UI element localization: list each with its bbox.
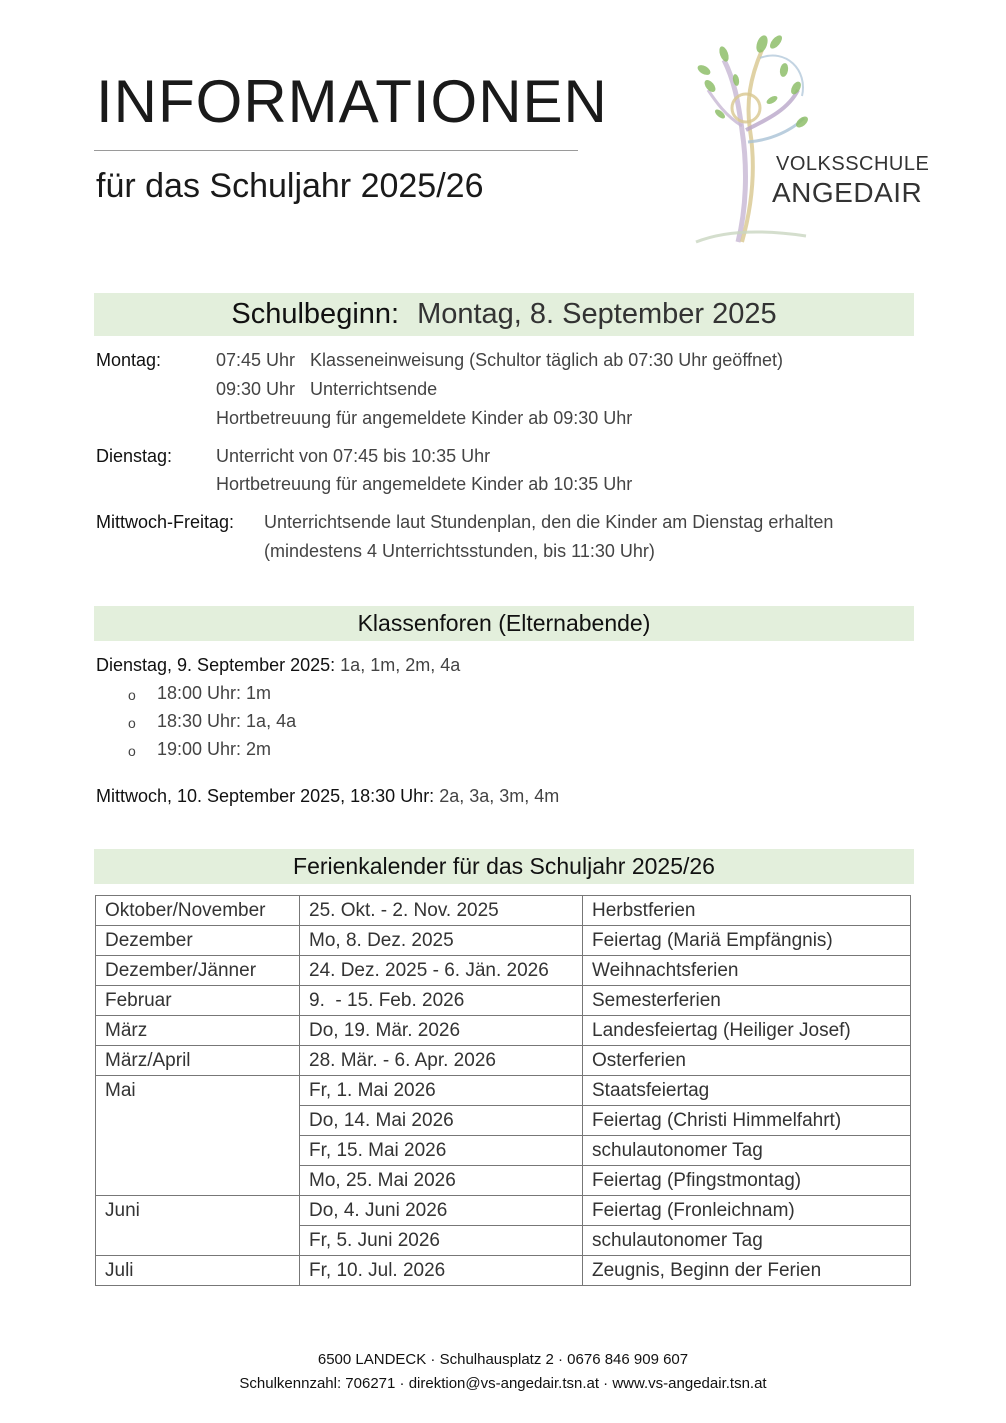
event-cell: Osterferien xyxy=(583,1046,911,1076)
date-cell: Do, 14. Mai 2026 xyxy=(300,1106,583,1136)
event-cell: Feiertag (Pfingstmontag) xyxy=(583,1166,911,1196)
month-cell: Juli xyxy=(96,1256,300,1286)
footer-address: 6500 LANDECK · Schulhausplatz 2 · 0676 846 909 607 xyxy=(317,1351,689,1368)
event-cell: Feiertag (Mariä Empfängnis) xyxy=(583,926,911,956)
time-item-3: 19:00 Uhr: 2m xyxy=(157,739,272,759)
event-1 xyxy=(96,655,460,676)
table-row xyxy=(96,1046,911,1076)
footer-contact: Schulkennzahl: 706271 · direktion@vs-angedair.tsn.at · www.vs-angedair.tsn.at xyxy=(239,1375,767,1392)
event-2 xyxy=(96,786,559,807)
month-cell: Dezember xyxy=(96,926,300,956)
logo-text-angedair: ANGEDAIR xyxy=(772,177,923,208)
ferienkalender-table xyxy=(95,895,911,1286)
event-cell: schulautonomer Tag xyxy=(583,1226,911,1256)
date-cell: Mo, 8. Dez. 2025 xyxy=(300,926,583,956)
dienstag-line-2: Hortbetreuung für angemeldete Kinder ab 10:35 Uhr xyxy=(216,474,633,494)
date-cell: 28. Mär. - 6. Apr. 2026 xyxy=(300,1046,583,1076)
month-cell: Oktober/November xyxy=(96,896,300,926)
table-row xyxy=(96,926,911,956)
bullet-icon: o xyxy=(128,715,136,731)
montag-line-1: 07:45 Uhr Klasseneinweisung (Schultor täglich ab 07:30 Uhr geöffnet) xyxy=(216,350,784,370)
klassenforen-heading: Klassenforen (Elternabende) xyxy=(94,606,914,641)
montag-line-2: 09:30 Uhr Unterrichtsende xyxy=(216,379,438,399)
dienstag-line-1: Unterricht von 07:45 bis 10:35 Uhr xyxy=(216,446,491,466)
date-cell: Do, 4. Juni 2026 xyxy=(300,1196,583,1226)
month-cell: Juni xyxy=(96,1196,300,1256)
mittwoch-line-1: Unterrichtsende laut Stundenplan, den die Kinder am Dienstag erhalten xyxy=(264,512,834,532)
table-row xyxy=(96,1256,911,1286)
day-label-dienstag: Dienstag: xyxy=(96,446,173,466)
tree-logo-icon xyxy=(676,30,930,250)
date-cell: Fr, 15. Mai 2026 xyxy=(300,1136,583,1166)
date-cell: Do, 19. Mär. 2026 xyxy=(300,1016,583,1046)
table-row xyxy=(96,986,911,1016)
table-row xyxy=(96,896,911,926)
day-label-montag: Montag: xyxy=(96,350,162,370)
month-cell: Februar xyxy=(96,986,300,1016)
time-item-2: 18:30 Uhr: 1a, 4a xyxy=(157,711,297,731)
montag-line-3: Hortbetreuung für angemeldete Kinder ab 09:30 Uhr xyxy=(216,408,633,428)
event-2-classes: 2a, 3a, 3m, 4m xyxy=(439,786,560,806)
event-cell: Feiertag (Christi Himmelfahrt) xyxy=(583,1106,911,1136)
date-cell: 25. Okt. - 2. Nov. 2025 xyxy=(300,896,583,926)
month-cell: März xyxy=(96,1016,300,1046)
schulbeginn-date: Montag, 8. September 2025 xyxy=(417,298,777,330)
event-1-label: Dienstag, 9. September 2025: xyxy=(96,655,336,675)
date-cell: Fr, 1. Mai 2026 xyxy=(300,1076,583,1106)
schulbeginn-label: Schulbeginn: xyxy=(231,298,400,330)
month-cell: Dezember/Jänner xyxy=(96,956,300,986)
event-cell: Zeugnis, Beginn der Ferien xyxy=(583,1256,911,1286)
month-cell: Mai xyxy=(96,1076,300,1196)
ferienkalender-heading: Ferienkalender für das Schuljahr 2025/26 xyxy=(94,849,914,884)
month-cell: März/April xyxy=(96,1046,300,1076)
date-cell: Mo, 25. Mai 2026 xyxy=(300,1166,583,1196)
day-label-mittwoch-freitag: Mittwoch-Freitag: xyxy=(96,512,235,532)
event-cell: Feiertag (Fronleichnam) xyxy=(583,1196,911,1226)
bullet-icon: o xyxy=(128,743,136,759)
date-cell: 24. Dez. 2025 - 6. Jän. 2026 xyxy=(300,956,583,986)
schulbeginn-heading xyxy=(94,293,914,336)
mittwoch-line-2: (mindestens 4 Unterrichtsstunden, bis 11:30 Uhr) xyxy=(264,541,655,561)
event-2-label: Mittwoch, 10. September 2025, 18:30 Uhr: xyxy=(96,786,435,806)
title-divider xyxy=(94,150,578,151)
page-subtitle: für das Schuljahr 2025/26 xyxy=(96,167,484,205)
logo-text-volksschule: VOLKSSCHULE xyxy=(776,153,930,175)
date-cell: Fr, 5. Juni 2026 xyxy=(300,1226,583,1256)
table-row xyxy=(96,956,911,986)
event-cell: Semesterferien xyxy=(583,986,911,1016)
table-row xyxy=(96,1196,911,1226)
table-row xyxy=(96,1076,911,1106)
bullet-icon: o xyxy=(128,687,136,703)
date-cell: 9. - 15. Feb. 2026 xyxy=(300,986,583,1016)
page-title: INFORMATIONEN xyxy=(96,68,608,135)
table-row xyxy=(96,1016,911,1046)
event-cell: Weihnachtsferien xyxy=(583,956,911,986)
event-cell: schulautonomer Tag xyxy=(583,1136,911,1166)
event-1-classes: 1a, 1m, 2m, 4a xyxy=(340,655,461,675)
event-cell: Herbstferien xyxy=(583,896,911,926)
time-item-1: 18:00 Uhr: 1m xyxy=(157,683,272,703)
event-cell: Landesfeiertag (Heiliger Josef) xyxy=(583,1016,911,1046)
date-cell: Fr, 10. Jul. 2026 xyxy=(300,1256,583,1286)
event-cell: Staatsfeiertag xyxy=(583,1076,911,1106)
